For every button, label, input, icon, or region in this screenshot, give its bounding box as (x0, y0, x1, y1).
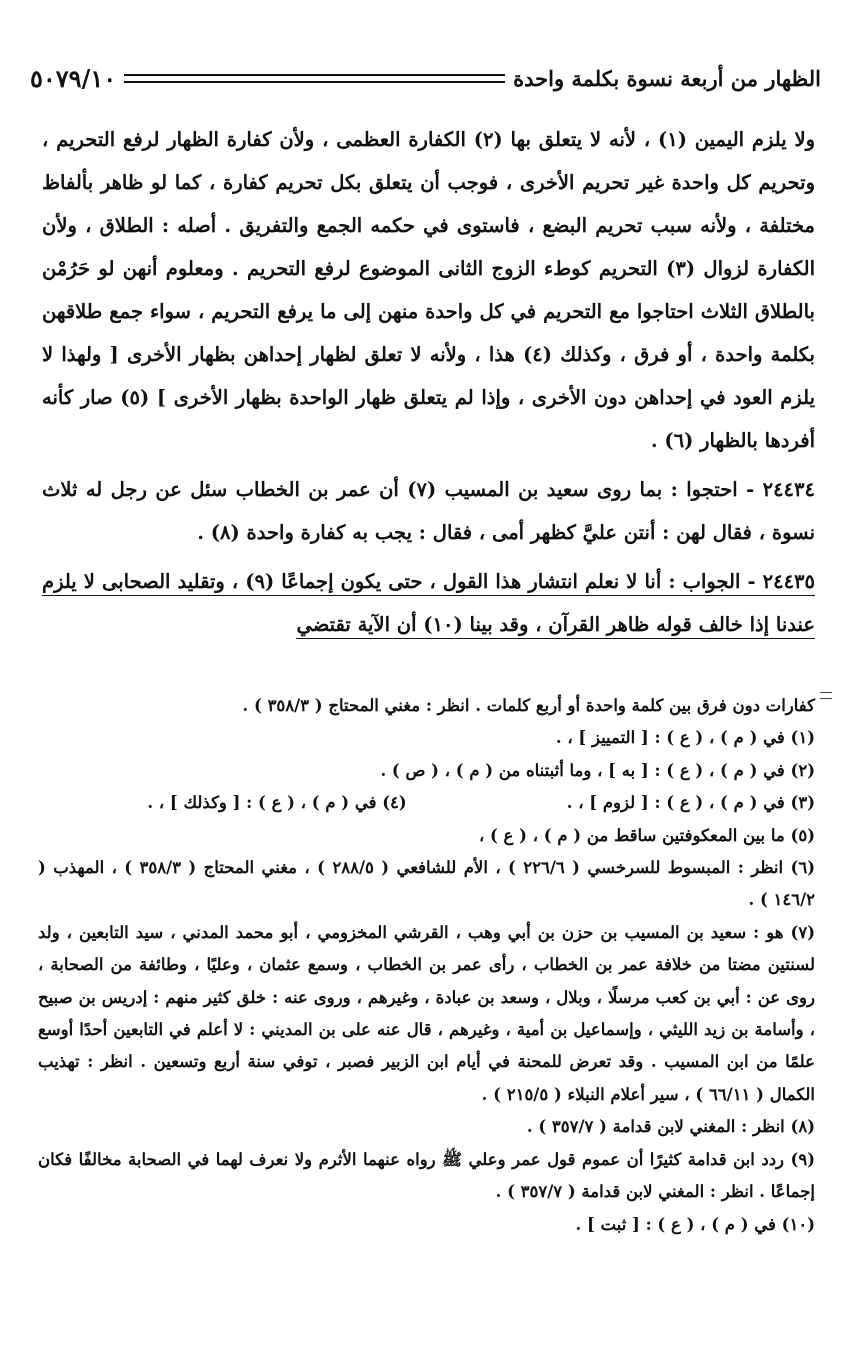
page-number: ٥٠٧٩/١٠ (30, 63, 117, 93)
footnote-continuation: كفارات دون فرق بين كلمة واحدة أو أربع كلمات . انظر : مغني المحتاج ( ٣٥٨/٣ ) . (242, 696, 815, 715)
footnote-8: (٨) انظر : المغني لابن قدامة ( ٣٥٧/٧ ) . (526, 1117, 815, 1137)
main-text (42, 118, 815, 646)
page-header (30, 58, 821, 98)
footnote-5: (٥) ما بين المعكوفتين ساقط من ( م ) ، ( ع ) ، (478, 825, 815, 845)
footnotes (38, 690, 815, 1241)
footnote-6: (٦) انظر : المبسوط للسرخسي ( ٢٢٦/٦ ) ، الأم للشافعي ( ٢٨٨/٥ ) ، مغني المحتاج ( ٣٥٨/٣ ) ، المهذب ( ١٤٦/٢ ) . (38, 858, 816, 910)
paragraph-3 (42, 560, 815, 646)
footnote-1: (١) في ( م ) ، ( ع ) : [ التمييز ] ، . (555, 728, 815, 748)
footnote-row-3-4 (38, 787, 815, 819)
footnote-2: (٢) في ( م ) ، ( ع ) : [ به ] ، وما أثبتناه من ( م ) ، ( ص ) . (380, 760, 815, 780)
footnote-separator-mark (820, 692, 832, 699)
footnote-3: (٣) في ( م ) ، ( ع ) : [ لزوم ] ، . (566, 793, 815, 813)
footnote-10: (١٠) في ( م ) ، ( ع ) : [ ثبت ] . (575, 1214, 815, 1234)
footnote-7: (٧) هو : سعيد بن المسيب بن حزن بن أبي وهب ، القرشي المخزومي ، أبو محمد المدني ، سيد التابعين ، ولد لسنتين مضتا من خلافة عمر بن الخطاب ، رأى عمر بن الخطاب ، وسمع عثمان ، وعليًا ، وطائفة من الصحابة ، روى عن : أبي بن كعب مرسلًا ، وبلال ، وسعد بن عبادة ، وغيرهم ، وروى عنه : خلق كثير منهم : إدريس بن صبيح ، وأسامة بن زيد الليثي ، وإسماعيل بن أمية ، وغيرهم ، قال عنه على بن المديني : لا أعلم في التابعين أحدًا أوسع علمًا من ابن المسيب . وقد تعرض للمحنة في أيام ابن الزبير فصبر ، توفي سنة أربع وتسعين . انظر : تهذيب الكمال ( ٦٦/١١ ) ، سير أعلام النبلاء ( ٢١٥/٥ ) . (38, 922, 815, 1104)
footnote-9: (٩) ردد ابن قدامة كثيرًا أن عموم قول عمر وعلي ﷺ رواه عنهما الأثرم ولا نعرف لهما في الصحابة مخالفًا فكان إجماعًا . انظر : المغني لابن قدامة ( ٣٥٧/٧ ) . (38, 1149, 815, 1202)
header-rule (124, 74, 505, 83)
paragraph-3-text: ٢٤٤٣٥ - الجواب : أنا لا نعلم انتشار هذا القول ، حتى يكون إجماعًا (٩) ، وتقليد الصحابى لا يلزم عندنا إذا خالف قوله ظاهر القرآن ، وقد بينا (١٠) أن الآية تقتضي (42, 570, 815, 639)
footnote-4: (٤) في ( م ) ، ( ع ) : [ وكذلك ] ، . (147, 793, 407, 813)
running-title: الظهار من أربعة نسوة بكلمة واحدة (513, 65, 821, 91)
paragraph-2: ٢٤٤٣٤ - احتجوا : بما روى سعيد بن المسيب (٧) أن عمر بن الخطاب سئل عن رجل له ثلاث نسوة ، فقال لهن : أنتن عليَّ كظهر أمى ، فقال : يجب به كفارة واحدة (٨) . (42, 478, 815, 544)
paragraph-1: ولا يلزم اليمين (١) ، لأنه لا يتعلق بها (٢) الكفارة العظمى ، ولأن كفارة الظهار لرفع التحريم ، وتحريم كل واحدة غير تحريم الأخرى ، فوجب أن يتعلق بكل تحريم كفارة ، كما لو ظاهر بألفاظ مختلفة ، ولأنه سبب تحريم البضع ، فاستوى في حكمه الجمع والتفريق . أصله : الطلاق ، ولأن الكفارة لزوال (٣) التحريم كوطء الزوج الثانى الموضوع لرفع التحريم . ومعلوم أنهن لو حَرُمْن بالطلاق الثلاث احتاجوا مع التحريم في كل واحدة منهن إلى ما يرفع التحريم ، سواء جمع طلاقهن بكلمة واحدة ، أو فرق ، وكذلك (٤) هذا ، ولأنه لا تعلق لظهار إحداهن بظهار الأخرى [ ولهذا لا يلزم العود في إحداهن دون الأخرى ، وإذا لم يتعلق ظهار الواحدة بظهار الأخرى ] (٥) صار كأنه أفردها بالظهار (٦) . (42, 128, 816, 452)
